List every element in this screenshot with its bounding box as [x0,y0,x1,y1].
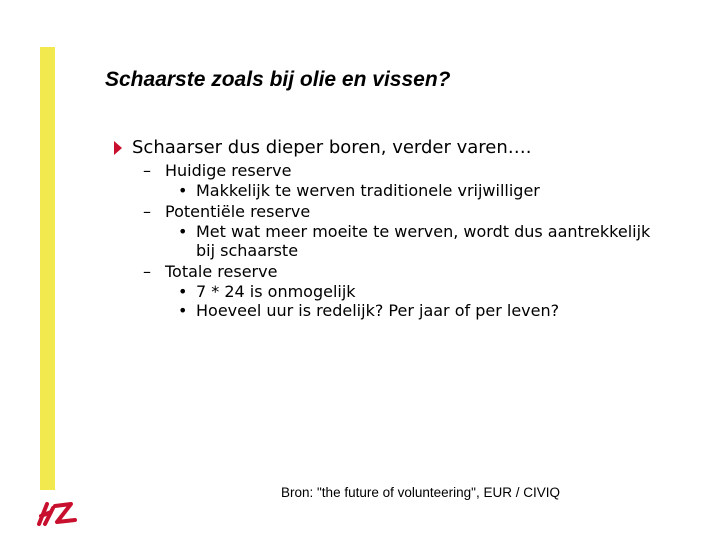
dash-marker: – [143,261,151,281]
brand-logo [35,496,79,528]
source-citation: Bron: "the future of volunteering", EUR / CIVIQ [281,485,560,500]
sub-sub-bullet-text: Makkelijk te werven traditionele vrijwilliger [196,181,540,200]
sub-bullet-text: Totale reserve [165,261,278,281]
sub-sub-bullet [112,222,652,261]
logo-stroke-right [55,504,75,522]
dash-marker: – [143,161,151,180]
sub-sub-bullet-text: Hoeveel uur is redelijk? Per jaar of per leven? [196,301,560,320]
dash-marker: – [143,201,151,221]
sub-bullet-potentiele [112,201,652,222]
dot-marker: • [178,181,188,200]
triangle-right-icon [114,141,122,155]
logo-stroke-left [39,504,53,524]
sub-bullet-huidige [112,160,652,181]
sub-bullet-totale [112,261,652,282]
bullet-level1 [112,136,652,160]
dot-marker: • [178,221,188,241]
bullet-list [112,136,652,321]
dot-marker: • [178,281,188,301]
sub-sub-bullet-text: Met wat meer moeite te werven, wordt dus aantrekkelijk bij schaarste [196,221,651,260]
sub-sub-bullet [112,282,652,302]
dot-marker: • [178,301,188,320]
sub-sub-bullet-text: 7 * 24 is onmogelijk [196,281,356,301]
bullet-level1-text: Schaarser dus dieper boren, verder varen…. [132,137,532,158]
sub-bullet-text: Potentiële reserve [165,201,311,221]
sub-sub-bullet [112,181,652,201]
sub-bullet-text: Huidige reserve [165,161,292,180]
sub-sub-bullet [112,301,652,321]
accent-bar [40,47,55,490]
slide-title: Schaarste zoals bij olie en vissen? [105,68,451,91]
